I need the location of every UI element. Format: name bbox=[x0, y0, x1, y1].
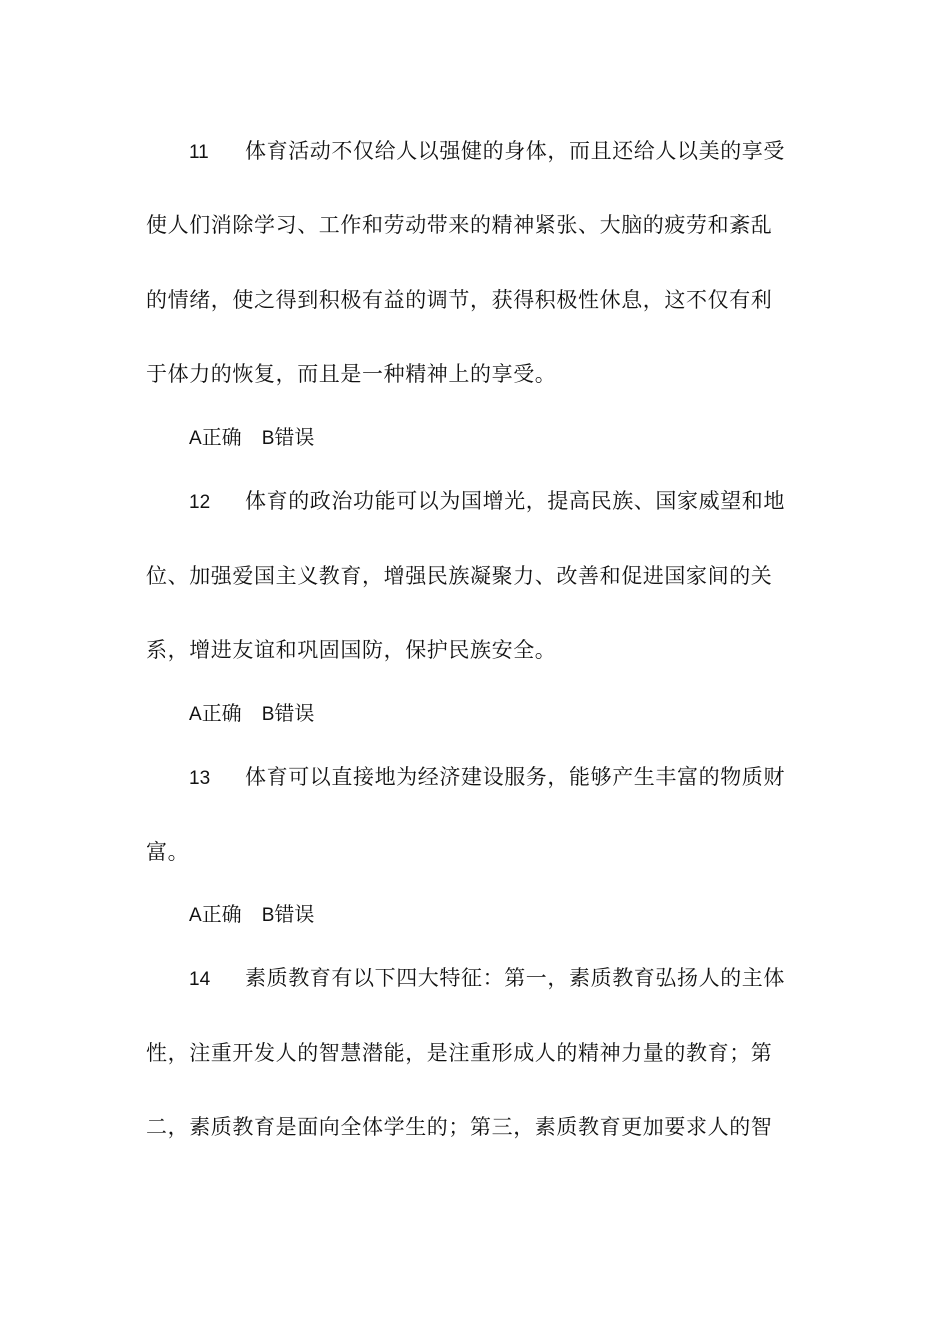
question-text: 体育活动不仅给人以强健的身体，而且还给人以美的享受 bbox=[245, 139, 785, 163]
option-b-letter: B bbox=[261, 428, 275, 449]
question-11-first-line bbox=[189, 137, 806, 167]
answer-options bbox=[189, 699, 806, 729]
question-14-first-line bbox=[189, 964, 806, 994]
option-a-letter: A bbox=[189, 905, 202, 926]
option-a-letter: A bbox=[189, 704, 202, 725]
question-text-line: 二，素质教育是面向全体学生的；第三，素质教育更加要求人的智 bbox=[146, 1115, 773, 1139]
question-text-line: 性，注重开发人的智慧潜能，是注重形成人的精神力量的教育；第 bbox=[146, 1041, 773, 1065]
option-b-text: 错误 bbox=[274, 425, 315, 449]
option-a-letter: A bbox=[189, 428, 202, 449]
option-b-text: 错误 bbox=[274, 701, 315, 725]
question-text-line: 使人们消除学习、工作和劳动带来的精神紧张、大脑的疲劳和紊乱 bbox=[146, 213, 773, 237]
question-text-line: 的情绪，使之得到积极有益的调节，获得积极性休息，这不仅有利 bbox=[146, 288, 773, 312]
answer-options bbox=[189, 900, 806, 930]
question-number: 14 bbox=[189, 969, 211, 990]
option-b-letter: B bbox=[261, 905, 275, 926]
question-text-line: 富。 bbox=[146, 840, 190, 864]
answer-options bbox=[189, 423, 806, 453]
question-13-first-line bbox=[189, 763, 806, 793]
question-text: 素质教育有以下四大特征：第一，素质教育弘扬人的主体 bbox=[245, 966, 785, 990]
option-a-text: 正确 bbox=[201, 425, 242, 449]
option-a-text: 正确 bbox=[201, 701, 242, 725]
option-b-text: 错误 bbox=[274, 902, 315, 926]
question-text-line: 系，增进友谊和巩固国防，保护民族安全。 bbox=[146, 638, 557, 662]
question-text: 体育的政治功能可以为国增光，提高民族、国家威望和地 bbox=[245, 489, 785, 513]
question-12-first-line bbox=[189, 487, 806, 517]
question-text-line: 于体力的恢复，而且是一种精神上的享受。 bbox=[146, 362, 557, 386]
option-a-text: 正确 bbox=[201, 902, 242, 926]
question-text-line: 位、加强爱国主义教育，增强民族凝聚力、改善和促进国家间的关 bbox=[146, 564, 773, 588]
question-text: 体育可以直接地为经济建设服务，能够产生丰富的物质财 bbox=[245, 765, 785, 789]
option-b-letter: B bbox=[261, 704, 275, 725]
question-number: 12 bbox=[189, 492, 211, 513]
question-number: 11 bbox=[189, 142, 209, 163]
question-number: 13 bbox=[189, 768, 211, 789]
